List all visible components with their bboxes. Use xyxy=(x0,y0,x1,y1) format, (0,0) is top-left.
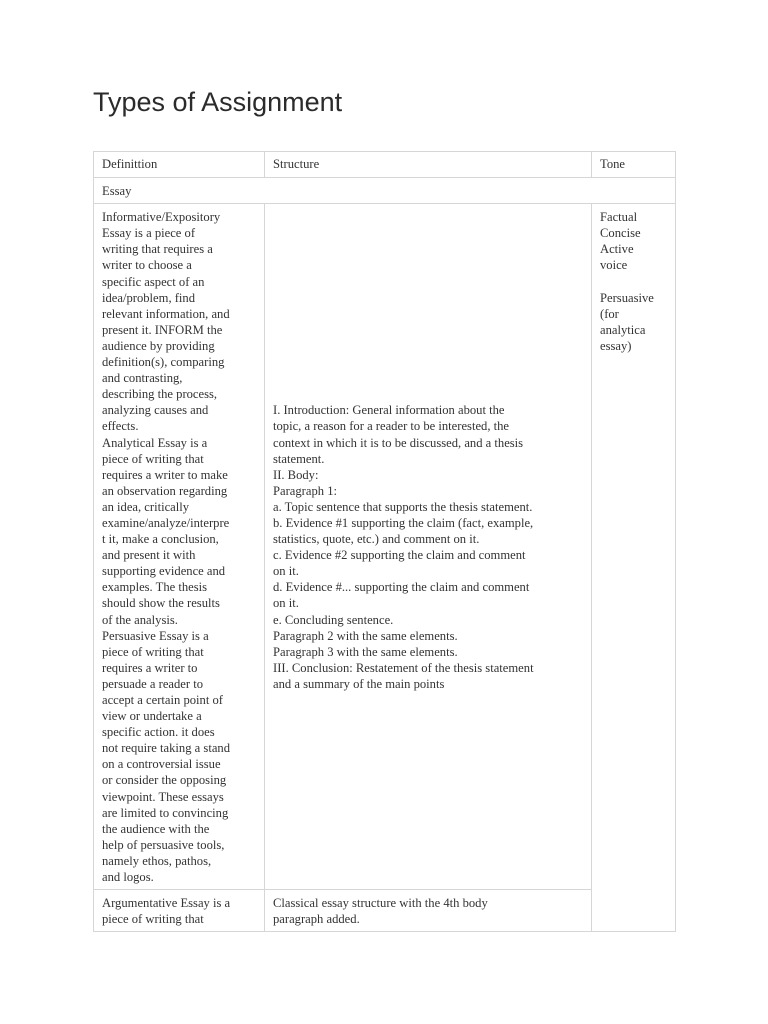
text-line: Persuasive xyxy=(600,290,654,305)
text-line: e. Concluding sentence. xyxy=(273,612,394,627)
text-line: and present it with xyxy=(102,548,196,563)
definition-text xyxy=(94,204,264,889)
header-row xyxy=(94,152,676,178)
tone-cell xyxy=(592,204,676,932)
text-line: piece of writing that xyxy=(102,644,204,659)
text-line: Essay is a piece of xyxy=(102,226,196,241)
text-line: II. Body: xyxy=(273,467,319,482)
text-line: (for xyxy=(600,306,619,321)
text-line: Paragraph 3 with the same elements. xyxy=(273,644,458,659)
text-line: present it. INFORM the xyxy=(102,322,223,337)
text-line: statement. xyxy=(273,451,325,466)
text-line: view or undertake a xyxy=(102,709,202,724)
tone-text xyxy=(592,204,675,358)
text-line: examples. The thesis xyxy=(102,580,208,595)
definition-cell xyxy=(94,890,265,932)
text-line: persuade a reader to xyxy=(102,676,204,691)
text-line: statistics, quote, etc.) and comment on it. xyxy=(273,532,480,547)
text-line: audience by providing xyxy=(102,338,215,353)
text-line: analyzing causes and xyxy=(102,403,209,418)
text-line: essay) xyxy=(600,338,632,353)
text-line: viewpoint. These essays xyxy=(102,789,224,804)
text-line: d. Evidence #... supporting the claim and comment xyxy=(273,580,530,595)
text-line: on a controversial issue xyxy=(102,757,221,772)
text-line: b. Evidence #1 supporting the claim (fact, example, xyxy=(273,515,534,530)
tone-group-persuasive xyxy=(600,290,671,354)
text-line: definition(s), comparing xyxy=(102,355,225,370)
text-line: are limited to convincing xyxy=(102,805,229,820)
text-line: on it. xyxy=(273,596,299,611)
assignment-table xyxy=(93,151,676,932)
text-line: and a summary of the main points xyxy=(273,676,445,691)
page-title: Types of Assignment xyxy=(93,87,343,117)
header-cell-definition xyxy=(94,152,265,178)
section-cell xyxy=(94,178,676,204)
text-line: idea/problem, find xyxy=(102,290,196,305)
header-cell-tone xyxy=(592,152,676,178)
text-line: Argumentative Essay is a xyxy=(102,896,231,911)
text-line: Factual xyxy=(600,210,638,225)
text-line: an observation regarding xyxy=(102,483,228,498)
text-line: Analytical Essay is a xyxy=(102,435,208,450)
section-row xyxy=(94,178,676,204)
text-line: Informative/Expository xyxy=(102,210,221,225)
text-line: an idea, critically xyxy=(102,499,190,514)
text-line: examine/analyze/interpre xyxy=(102,515,230,530)
text-line: Persuasive Essay is a xyxy=(102,628,209,643)
text-line: III. Conclusion: Restatement of the thesis statement xyxy=(273,660,534,675)
text-line: supporting evidence and xyxy=(102,564,226,579)
text-line: Classical essay structure with the 4th body xyxy=(273,896,488,911)
header-structure-label: Structure xyxy=(273,157,320,171)
structure-text xyxy=(265,890,591,931)
text-line: not require taking a stand xyxy=(102,741,230,756)
text-line: topic, a reason for a reader to be interested, the xyxy=(273,419,510,434)
structure-cell xyxy=(265,204,592,890)
text-line: help of persuasive tools, xyxy=(102,837,225,852)
structure-cell xyxy=(265,890,592,932)
text-line: context in which it is to be discussed, and a thesis xyxy=(273,435,524,450)
structure-text xyxy=(265,397,591,696)
text-line: requires a writer to xyxy=(102,660,198,675)
text-line: a. Topic sentence that supports the thesis statement. xyxy=(273,499,533,514)
text-line: Paragraph 2 with the same elements. xyxy=(273,628,458,643)
text-line: describing the process, xyxy=(102,387,218,402)
header-cell-structure xyxy=(265,152,592,178)
text-line: piece of writing that xyxy=(102,912,204,927)
text-line: piece of writing that xyxy=(102,451,204,466)
text-line: or consider the opposing xyxy=(102,773,227,788)
text-line: paragraph added. xyxy=(273,912,360,927)
text-line: and contrasting, xyxy=(102,371,183,386)
text-line: Active xyxy=(600,242,634,257)
text-line: should show the results xyxy=(102,596,220,611)
text-line: c. Evidence #2 supporting the claim and comment xyxy=(273,548,526,563)
tone-gap xyxy=(600,274,671,290)
text-line: Paragraph 1: xyxy=(273,483,337,498)
text-line: specific aspect of an xyxy=(102,274,205,289)
header-definition-label: Definittion xyxy=(102,157,158,171)
text-line: I. Introduction: General information about the xyxy=(273,403,505,418)
text-line: analytica xyxy=(600,322,646,337)
text-line: and logos. xyxy=(102,870,154,885)
header-tone-label: Tone xyxy=(600,157,625,171)
text-line: the audience with the xyxy=(102,821,210,836)
text-line: accept a certain point of xyxy=(102,693,223,707)
definition-text xyxy=(94,890,264,931)
definition-cell xyxy=(94,204,265,890)
text-line: specific action. it does xyxy=(102,725,215,740)
text-line: relevant information, and xyxy=(102,306,230,321)
text-line: Concise xyxy=(600,226,641,241)
table-row xyxy=(94,890,676,932)
tone-group-style xyxy=(600,209,671,273)
text-line: requires a writer to make xyxy=(102,467,228,482)
text-line: effects. xyxy=(102,419,139,434)
text-line: namely ethos, pathos, xyxy=(102,853,212,868)
text-line: t it, make a conclusion, xyxy=(102,532,219,547)
table-row xyxy=(94,204,676,890)
text-line: voice xyxy=(600,258,628,273)
section-label: Essay xyxy=(102,184,132,199)
text-line: of the analysis. xyxy=(102,612,178,627)
text-line: writer to choose a xyxy=(102,258,192,273)
text-line: writing that requires a xyxy=(102,242,213,257)
text-line: on it. xyxy=(273,564,299,579)
